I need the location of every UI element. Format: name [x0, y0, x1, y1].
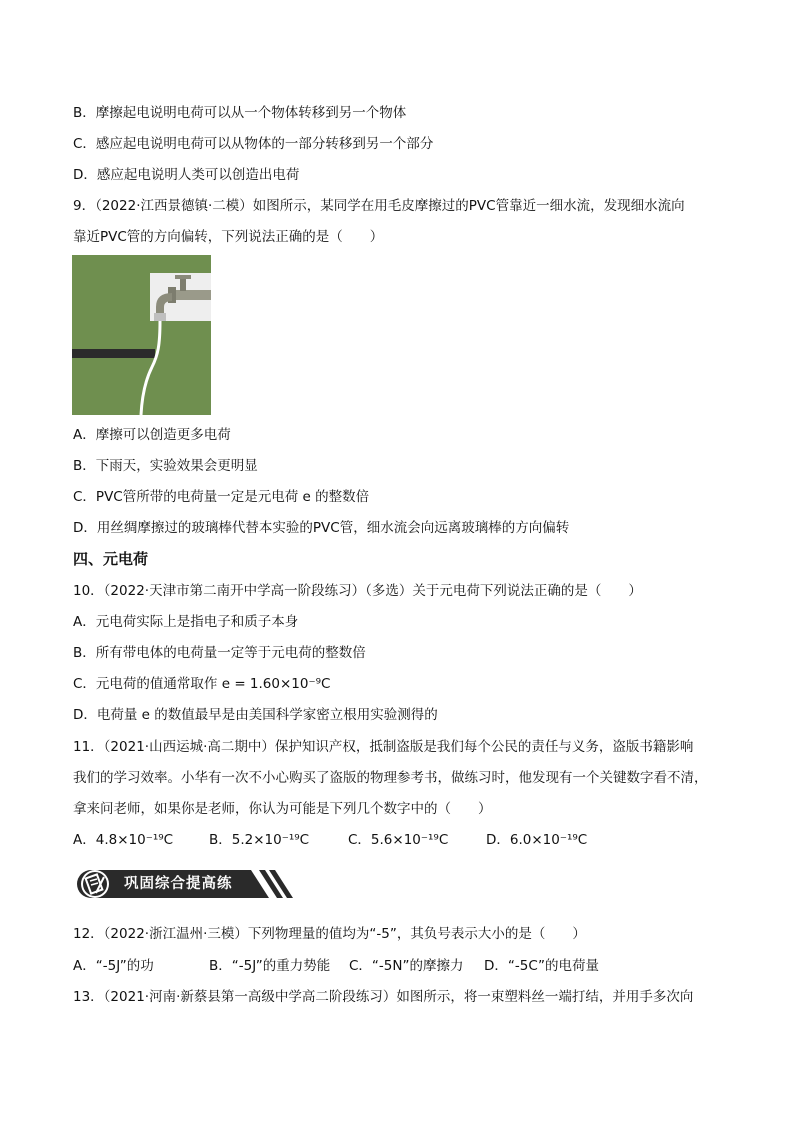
q8-option-d: D．感应起电说明人类可以创造出电荷	[73, 167, 300, 183]
q9-option-b: B．下雨天，实验效果会更明显	[73, 458, 258, 474]
q11-stem-line2: 我们的学习效率。小华有一次不小心购买了盗版的物理参考书，做练习时，他发现有一个关键数字看不清，	[73, 770, 708, 786]
q9-option-a: A．摩擦可以创造更多电荷	[73, 427, 231, 443]
q11-option-d: D．6.0×10⁻¹⁹C	[486, 832, 588, 848]
q11-option-a: A．4.8×10⁻¹⁹C	[73, 832, 174, 848]
q9-stem-line1: 9．（2022·江西景德镇·二模）如图所示，某同学在用毛皮摩擦过的PVC管靠近一细水流，发现细水流向	[73, 198, 685, 214]
q12-option-b: B．“-5J”的重力势能	[209, 958, 331, 974]
q12-stem: 12．（2022·浙江温州·三模）下列物理量的值均为“-5”，其负号表示大小的是（ ）	[73, 926, 586, 942]
faucet-pvc-figure	[72, 255, 211, 415]
q9-stem-line2: 靠近PVC管的方向偏转，下列说法正确的是（ ）	[73, 229, 384, 245]
q11-stem-line3: 拿来问老师，如果你是老师，你认为可能是下列几个数字中的（ ）	[73, 801, 492, 817]
section-heading: 四、元电荷	[73, 550, 149, 568]
q9-option-c: C．PVC管所带的电荷量一定是元电荷 e 的整数倍	[73, 489, 370, 505]
q8-option-b: B．摩擦起电说明电荷可以从一个物体转移到另一个物体	[73, 105, 407, 121]
book-pencil-icon	[80, 869, 110, 899]
q11-stem-line1: 11．（2021·山西运城·高二期中）保护知识产权，抵制盗版是我们每个公民的责任与义务，盗版书籍影响	[73, 739, 694, 755]
q12-option-d: D．“-5C”的电荷量	[484, 958, 600, 974]
q10-stem: 10．（2022·天津市第二南开中学高一阶段练习）（多选）关于元电荷下列说法正确的是（ ）	[73, 583, 642, 599]
q11-option-c: C．5.6×10⁻¹⁹C	[348, 832, 449, 848]
q12-option-c: C．“-5N”的摩擦力	[349, 958, 464, 974]
q9-option-d: D．用丝绸摩擦过的玻璃棒代替本实验的PVC管，细水流会向远离玻璃棒的方向偏转	[73, 520, 570, 536]
q12-option-a: A．“-5J”的功	[73, 958, 154, 974]
q10-option-d: D．电荷量 e 的数值最早是由美国科学家密立根用实验测得的	[73, 707, 438, 723]
q13-stem-line1: 13．（2021·河南·新蔡县第一高级中学高二阶段练习）如图所示，将一束塑料丝一端打结，并用手多次向	[73, 989, 694, 1005]
banner-title: 巩固综合提高练	[124, 876, 233, 892]
q11-option-b: B．5.2×10⁻¹⁹C	[209, 832, 310, 848]
q10-option-b: B．所有带电体的电荷量一定等于元电荷的整数倍	[73, 645, 366, 661]
q10-option-a: A．元电荷实际上是指电子和质子本身	[73, 614, 299, 630]
q8-option-c: C．感应起电说明电荷可以从物体的一部分转移到另一个部分	[73, 136, 434, 152]
q10-option-c: C．元电荷的值通常取作 e = 1.60×10⁻⁹C	[73, 676, 331, 692]
